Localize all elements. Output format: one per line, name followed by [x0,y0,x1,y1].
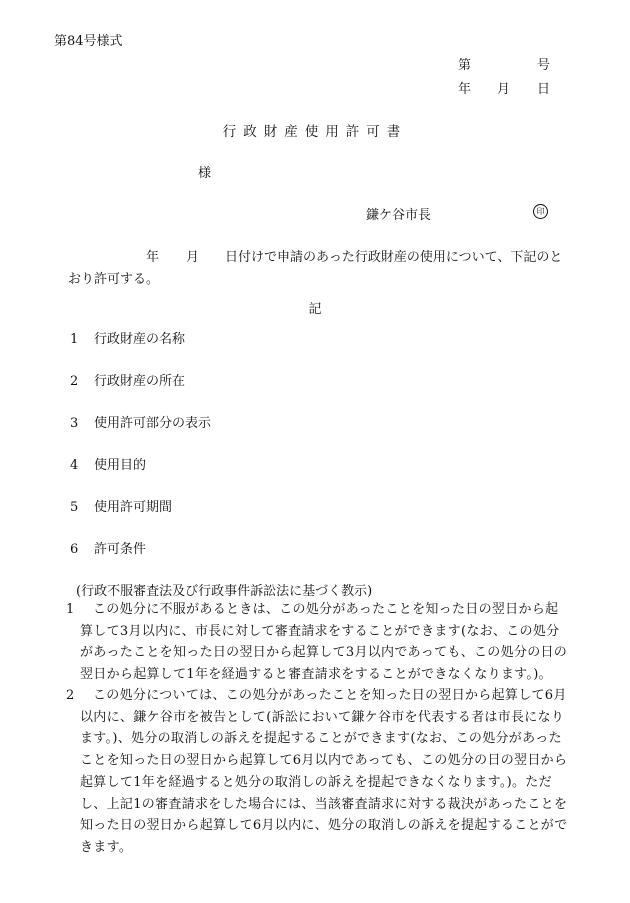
issuer-name: 鎌ケ谷市長 [366,208,432,223]
notice-heading: (行政不服審査法及び行政事件訴訟法に基づく教示) [76,584,373,599]
list-item [70,328,185,347]
item-number: 2 [70,374,79,389]
item-label: 使用許可期間 [94,500,173,515]
doc-number-suffix: 号 [537,58,551,73]
item-label: 許可条件 [94,542,147,557]
item-label: 行政財産の所在 [94,374,186,389]
seal-mark: 印 [533,204,548,219]
date-month: 月 [497,82,511,97]
list-item [70,370,185,389]
document-title: 行政財産使用許可書 [222,124,408,140]
notice-paragraph [60,599,570,686]
addressee-suffix: 様 [198,166,212,181]
date-year: 年 [458,82,472,97]
date-day: 日 [537,82,551,97]
item-number: 3 [70,416,79,431]
body-text-line2: おり許可する。 [68,272,160,287]
body-year: 年 [146,250,160,265]
list-item [70,412,211,431]
list-item [70,538,146,557]
item-number: 6 [70,542,79,557]
item-number: 1 [70,332,79,347]
ki-heading: 記 [308,302,322,317]
item-number: 4 [70,458,79,473]
item-label: 使用目的 [94,458,147,473]
body-text-line1: 日付けで申請のあった行政財産の使用について、下記のと [225,250,563,265]
notice-paragraph [60,685,570,859]
item-label: 行政財産の名称 [94,332,186,347]
item-label: 使用許可部分の表示 [94,416,212,431]
notice-number: 2 [66,688,75,703]
notice-text: この処分に不服があるときは、この処分があったことを知った日の翌日から起算して3月以内に、市長に対して審査請求をすることができます(なお、この処分があったことを知った日の翌日から起算して3月以内であっても、この処分の日の翌日から起算して1年を経過すると審査請求をすることができなくなります。)。 [80,602,568,683]
notice-number: 1 [66,602,75,617]
list-item [70,496,172,515]
item-number: 5 [70,500,79,515]
notice-text: この処分については、この処分があったことを知った日の翌日から起算して6月以内に、鎌ケ谷市を被告として(訴訟において鎌ケ谷市を代表する者は市長になります。)、処分の取消しの訴えを提起することができます(なお、この処分があったことを知った日の翌日から起算して6月以内であっても、この処分の日の翌日から起算して1年を経過すると処分の取消しの訴えを提起できなくなります。)。ただし、上記1の審査請求をした場合には、当該審査請求に対する裁決があったことを知った日の翌日から起算して6月以内に、処分の取消しの訴えを提起することができます。 [80,688,568,855]
body-month: 月 [186,250,200,265]
doc-number-prefix: 第 [458,58,472,73]
list-item [70,454,146,473]
form-label: 第84号様式 [54,34,123,49]
